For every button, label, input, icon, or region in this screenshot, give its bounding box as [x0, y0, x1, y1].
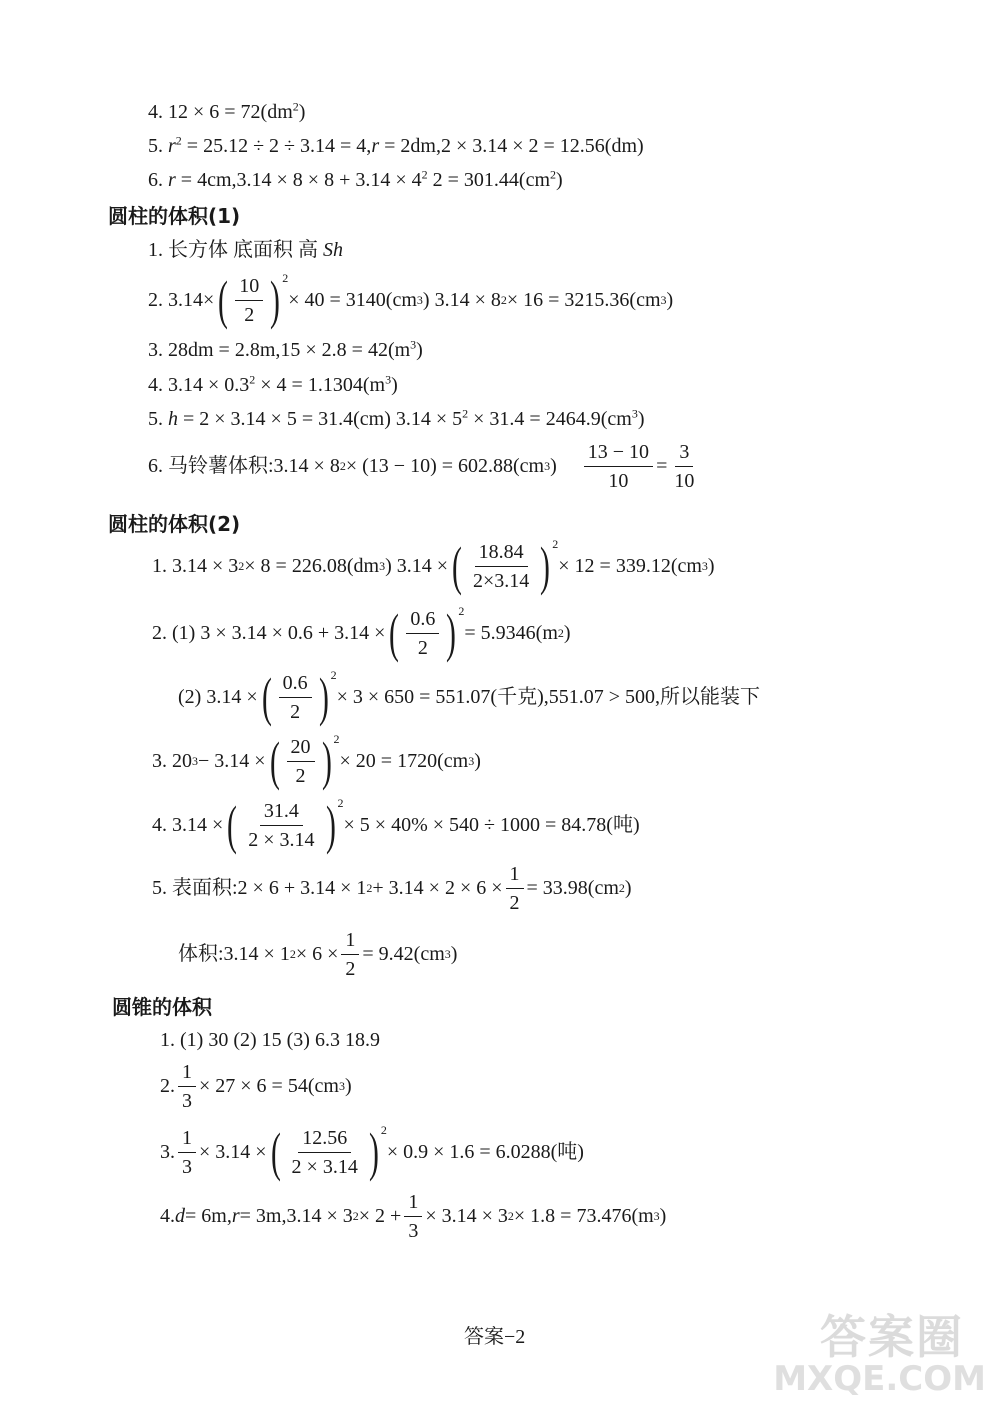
- fraction: $\frac{1}{2}$: [341, 926, 359, 983]
- answer-3-volume: 3. 20 3 − 3.14 × ( $\frac{20}{2}$ ) 2 × 20 = 1720(cm 3 ): [152, 731, 481, 791]
- answer-5-surface-area: 5. 表面积:2 × 6 + 3.14 × 1 2 + 3.14 × 2 × 6 × $\frac{1}{2}$ = 33.98(cm 2 ): [152, 860, 632, 916]
- fraction: $\frac{20}{2}$: [287, 733, 315, 790]
- answer-1-cylinder-formula: 1. 长方体 底面积 高 Sh: [148, 239, 343, 261]
- fraction: $\frac{0.6}{2}$: [406, 605, 439, 662]
- answer-4-area: 4. $12 \times 6 = 72(dm^2)$: [148, 99, 306, 123]
- answer-3-cone-weight: 3. $\frac{1}{3}$ × 3.14 × ( $\frac{12.56}{2 \times 3.14}$ ) 2 × 0.9 × 1.6 = 6.0288(吨): [160, 1122, 584, 1182]
- answer-1-cone: 1. (1) 30 (2) 15 (3) 6.3 18.9: [160, 1029, 380, 1051]
- watermark-url: MXQE.COM: [773, 1359, 986, 1399]
- fraction: $\frac{1}{2}$: [506, 860, 524, 917]
- answer-1-cylinder-volume: 1. 3.14 × 3 2 × 8 = 226.08(dm 3 ) 3.14 × ( $\frac{18.84}{2\times 3.14}$ ) 2 × 12 = 339.12(cm 3 ): [152, 536, 715, 596]
- answer-4-volume: 4. $3.14 \times 0.3^2 \times 4 = 1.1304(m^3)$: [148, 372, 398, 396]
- page-number: 答案−2: [464, 1326, 526, 1348]
- section-heading-cylinder-volume-2: 圆柱的体积(2): [108, 512, 241, 536]
- fraction: $\frac{10}{2}$: [235, 272, 263, 329]
- answer-3-volume: 3. $28dm = 2.8m,15 \times 2.8 = 42(m^3)$: [148, 337, 423, 361]
- answer-2-cone-volume: 2. $\frac{1}{3}$ × 27 × 6 = 54(cm 3 ): [160, 1058, 352, 1114]
- answer-5-radius: 5. $r^2 = 25.12 \div 2 \div 3.14 = 4,r = 2dm,2 \times 3.14 \times 2 = 12.56(dm)$: [148, 133, 644, 157]
- fraction: $\frac{1}{3}$: [178, 1124, 196, 1181]
- fraction: $\frac{18.84}{2\times 3.14}$: [469, 538, 533, 595]
- fraction: $\frac{1}{3}$: [404, 1188, 422, 1245]
- fraction: $\frac{0.6}{2}$: [279, 669, 312, 726]
- answer-2-cylinder-volume: 2. 3.14× ( $\frac{10}{2}$ ) 2 × 40 = 3140(cm 3 ) 3.14 × 8 2 × 16 = 3215.36(cm 3 ): [148, 270, 674, 330]
- answer-2-2-weight: (2) 3.14 × ( $\frac{0.6}{2}$ ) 2 × 3 × 650 = 551.07(千克),551.07 > 500,所以能装下: [178, 667, 761, 727]
- answer-6-potato-volume: 6. 马铃薯体积:3.14 × 8 2 × (13 − 10) = 602.88(cm 3 ) $\frac{13 - 10}{10}$ = $\frac{3}{10}$: [148, 438, 701, 494]
- answer-4-weight: 4. 3.14 × ( $\frac{31.4}{2 \times 3.14}$ ) 2 × 5 × 40% × 540 ÷ 1000 = 84.78(吨): [152, 795, 640, 855]
- answer-2-1-surface: 2. (1) 3 × 3.14 × 0.6 + 3.14 × ( $\frac{0.6}{2}$ ) 2 = 5.9346(m 2 ): [152, 603, 571, 663]
- answer-5-volume: 体积:3.14 × 1 2 × 6 × $\frac{1}{2}$ = 9.42(cm 3 ): [178, 926, 457, 982]
- fraction: $\frac{1}{3}$: [178, 1058, 196, 1115]
- fraction: $\frac{13 - 10}{10}$: [584, 438, 653, 495]
- fraction: $\frac{31.4}{2 \times 3.14}$: [244, 797, 318, 854]
- fraction: $\frac{3}{10}$: [670, 438, 698, 495]
- answer-6-surface: 6. $r = 4cm,3.14 \times 8 \times 8 + 3.14 \times 4^2$ $2 = 301.44(cm^2)$: [148, 167, 563, 191]
- section-heading-cylinder-volume-1: 圆柱的体积(1): [108, 204, 241, 228]
- fraction: $\frac{12.56}{2 \times 3.14}$: [288, 1124, 362, 1181]
- answer-5-height: 5. h = 2 × 3.14 × 5 = 31.4(cm) $3.14 \times 5^2 \times 31.4 = 2464.9(cm^3)$: [148, 406, 645, 430]
- section-heading-cone-volume: 圆锥的体积: [112, 995, 212, 1019]
- answer-4-combined-volume: 4. d = 6m, r = 3m,3.14 × 3 2 × 2 + $\frac{1}{3}$ × 3.14 × 3 2 × 1.8 = 73.476(m 3 ): [160, 1188, 666, 1244]
- watermark-text: 答案圈: [820, 1310, 964, 1364]
- watermark-logo: [773, 1301, 990, 1411]
